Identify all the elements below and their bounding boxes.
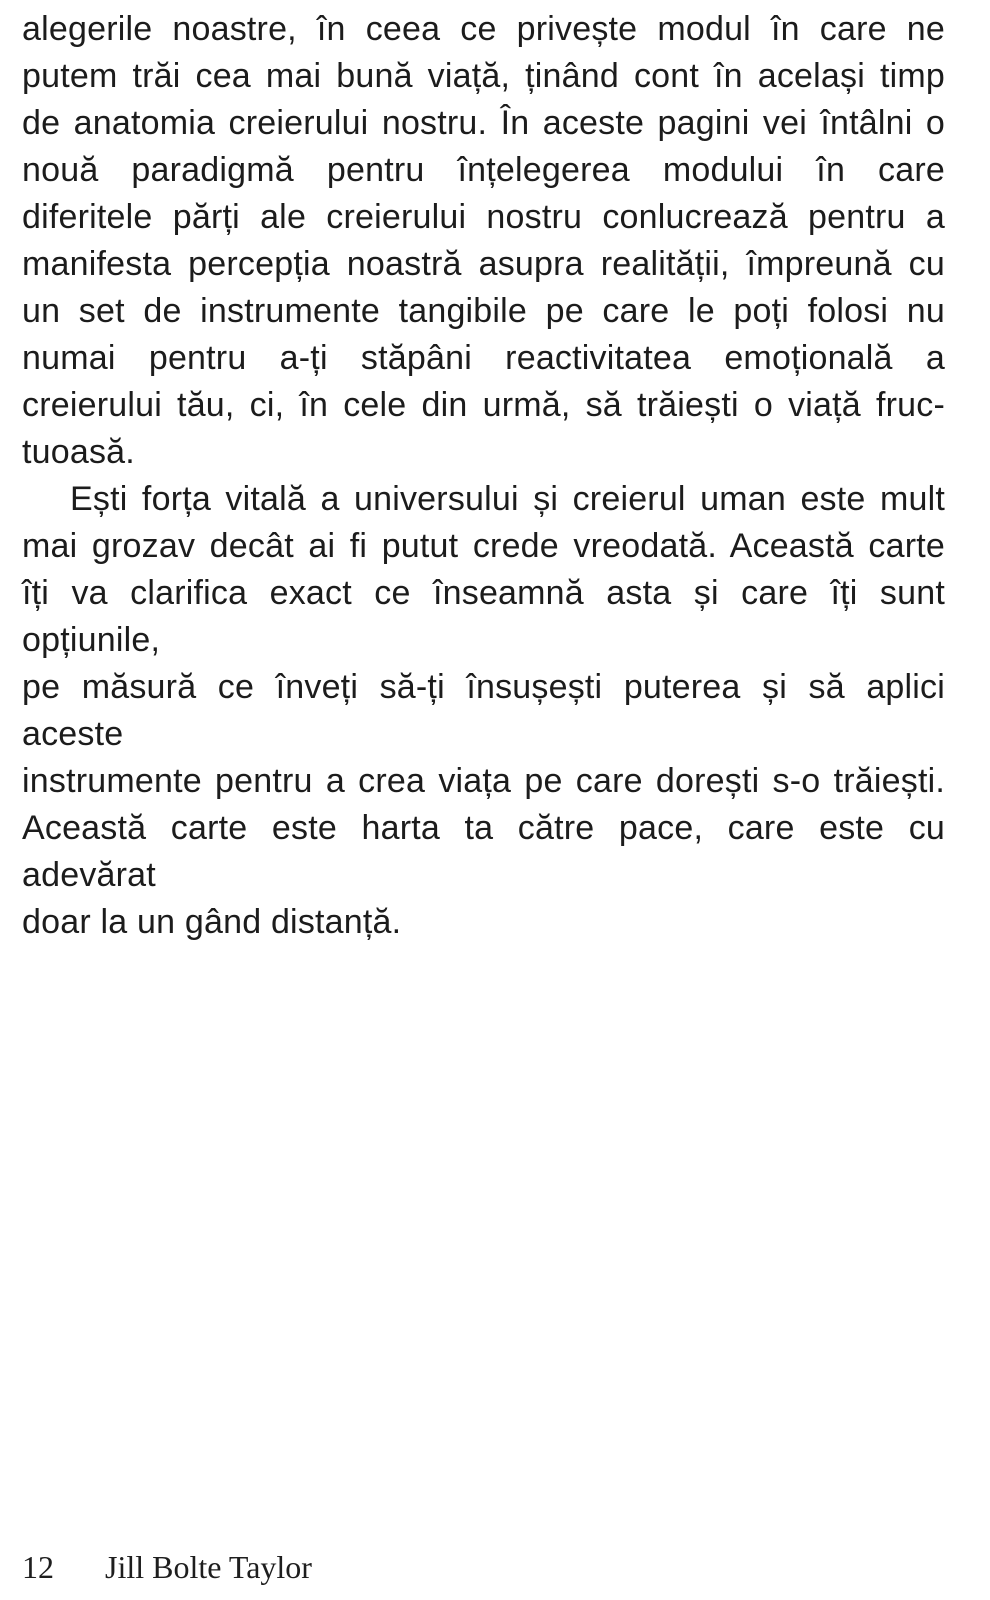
paragraph-2-line: Această carte este harta ta către pace, care este cu adevărat — [22, 809, 945, 894]
paragraph-2-line-last: doar la un gând distanță. — [22, 903, 402, 941]
paragraph-2 — [22, 476, 945, 946]
page-number: 12 — [22, 1549, 54, 1585]
page-footer — [22, 1548, 945, 1586]
body-text — [22, 6, 945, 946]
paragraph-2-line: mai grozav decât ai fi putut crede vreodată. Această carte — [22, 527, 945, 565]
paragraph-2-line: pe măsură ce înveți să-ți însușești puterea și să aplici aceste — [22, 668, 945, 753]
paragraph-1-line: creierului tău, ci, în cele din urmă, să trăiești o viață fruc- — [22, 386, 945, 424]
paragraph-1-line-last: tuoasă. — [22, 433, 135, 471]
paragraph-1-line: putem trăi cea mai bună viață, ținând cont în același timp — [22, 57, 945, 95]
paragraph-1-line: un set de instrumente tangibile pe care le poți folosi nu — [22, 292, 945, 330]
paragraph-1-line: numai pentru a-ți stăpâni reactivitatea emoțională a — [22, 339, 945, 377]
paragraph-1-line: alegerile noastre, în ceea ce privește modul în care ne — [22, 10, 945, 48]
paragraph-2-line-first: Ești forța vitală a universului și creierul uman este mult — [70, 480, 945, 518]
paragraph-1-line: manifesta percepția noastră asupra realității, împreună cu — [22, 245, 945, 283]
paragraph-1-line: de anatomia creierului nostru. În aceste pagini vei întâlni o — [22, 104, 945, 142]
paragraph-1 — [22, 6, 945, 476]
paragraph-1-line: diferitele părți ale creierului nostru conlucrează pentru a — [22, 198, 945, 236]
paragraph-1-line: nouă paradigmă pentru înțelegerea modului în care — [22, 151, 945, 189]
paragraph-2-line: instrumente pentru a crea viața pe care dorești s-o trăiești. — [22, 762, 945, 800]
running-header-author: Jill Bolte Taylor — [105, 1549, 312, 1585]
paragraph-2-line: îți va clarifica exact ce înseamnă asta și care îți sunt opțiunile, — [22, 574, 945, 659]
